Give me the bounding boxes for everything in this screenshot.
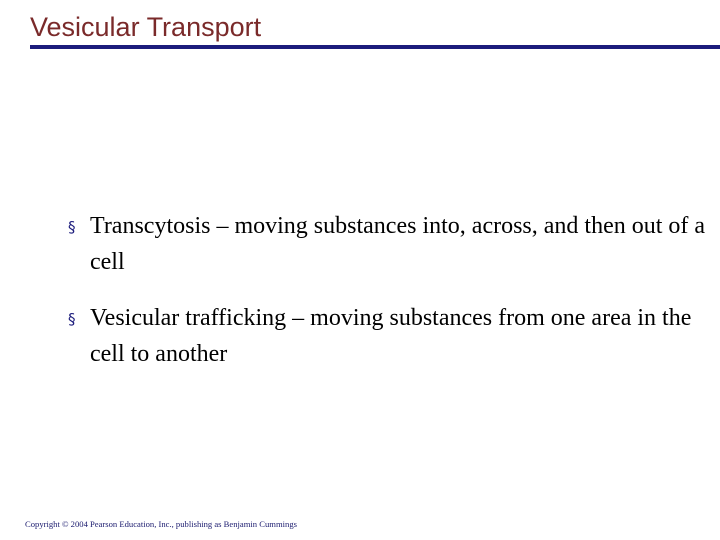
- bullet-text: Transcytosis – moving substances into, across, and then out of a cell: [90, 213, 706, 275]
- square-bullet-icon: §: [68, 310, 76, 328]
- title-underline: [30, 45, 720, 49]
- bullet-list: [68, 208, 708, 392]
- slide-title: Vesicular Transport: [30, 12, 262, 42]
- square-bullet-icon: §: [68, 218, 76, 236]
- bullet-item-vesicular-trafficking: [68, 300, 708, 372]
- bullet-item-transcytosis: [68, 208, 708, 280]
- copyright-footer: Copyright © 2004 Pearson Education, Inc., publishing as Benjamin Cummings: [25, 519, 297, 529]
- bullet-text: Vesicular trafficking – moving substances from one area in the cell to another: [90, 305, 692, 367]
